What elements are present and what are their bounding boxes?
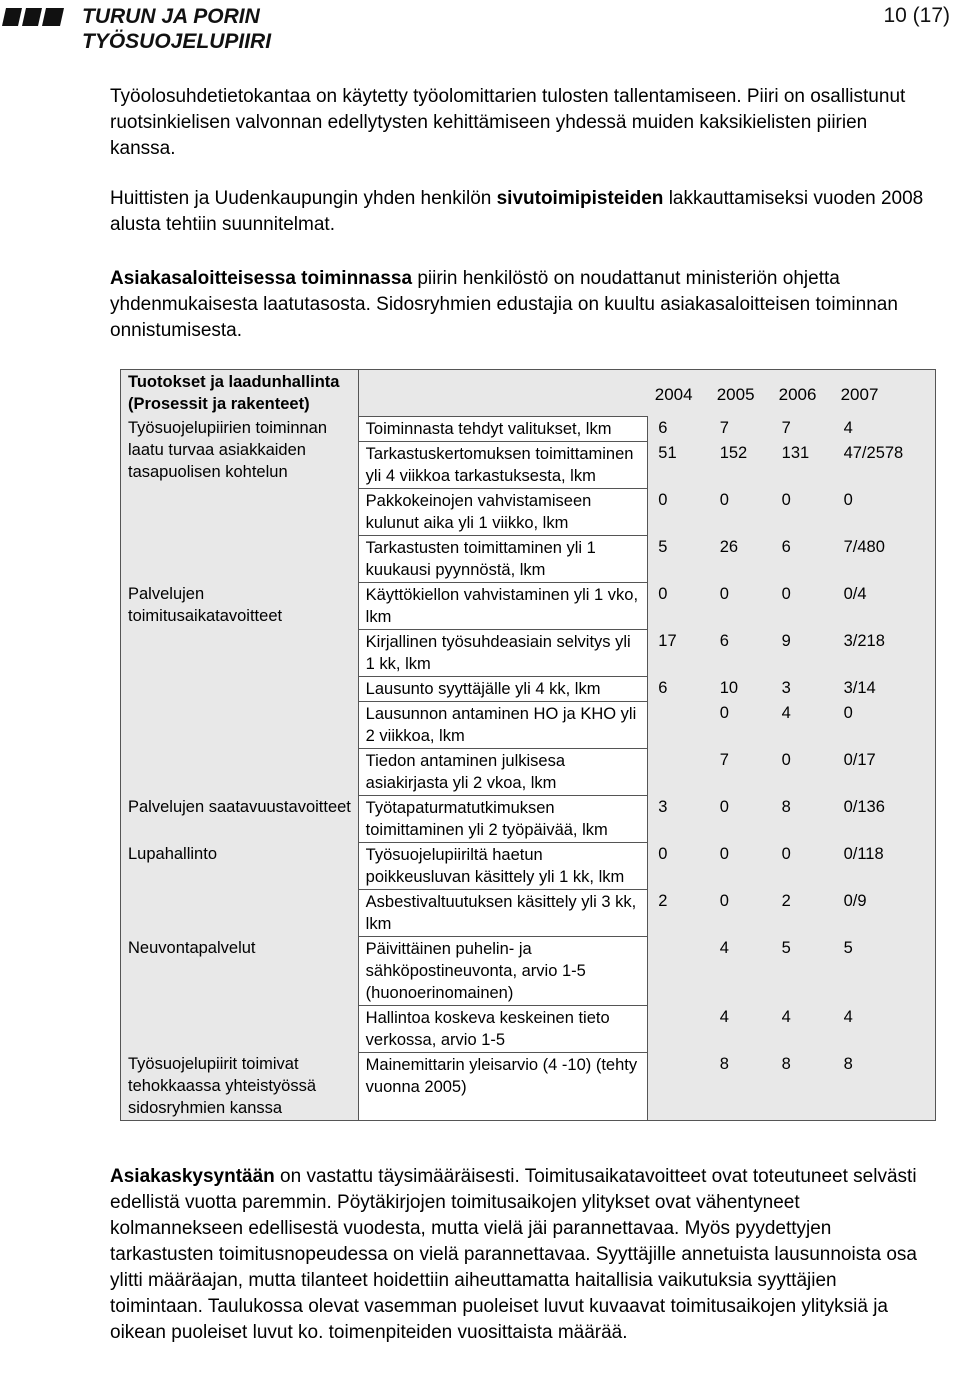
measure-cell: Pakkokeinojen vahvistamiseen kulunut aika yli 1 viikko, lkm (358, 488, 648, 535)
table-row (121, 795, 936, 842)
table-subtitle: (Prosessit ja rakenteet) (128, 395, 310, 413)
measure-cell: Mainemittarin yleisarvio (4 -10) (tehty vuonna 2005) (358, 1052, 648, 1121)
value-cell-2004: 0 (648, 582, 710, 629)
paragraph-database: Työolosuhdetietokantaa on käytetty työolomittarien tulosten tallentamiseen. Piiri on osallistunut ruotsinkielisen valvonnan edellytysten kehittämiseen yhdessä muiden kaksikielisten piirien kanssa. (110, 86, 906, 159)
value-cell-2004: 6 (648, 416, 710, 441)
measure-cell: Asbestivaltuutuksen käsittely yli 3 kk, lkm (358, 889, 648, 936)
value-cell-2007: 0 (834, 701, 936, 748)
value-cell-2004 (648, 1005, 710, 1052)
paragraph-bold-term: Asiakaskysyntään (110, 1166, 275, 1187)
value-cell-2004: 51 (648, 441, 710, 488)
value-cell-2005: 152 (710, 441, 772, 488)
value-cell-2005: 10 (710, 676, 772, 701)
measure-cell: Käyttökiellon vahvistaminen yli 1 vko, lkm (358, 582, 648, 629)
table-row (121, 842, 936, 889)
value-cell-2005: 0 (710, 488, 772, 535)
paragraph-branch-offices (110, 186, 930, 238)
goal-label-cell: Palvelujen toimitusaikatavoitteet (121, 582, 359, 795)
measure-cell: Tarkastuskertomuksen toimittaminen yli 4 viikkoa tarkastuksesta, lkm (358, 441, 648, 488)
paragraph-text: lakkauttamiseksi vuoden 2008 alusta tehtiin suunnitelmat. (110, 188, 924, 235)
value-cell-2007: 4 (834, 416, 936, 441)
goal-label-cell: Työsuojelupiirit toimivat tehokkaassa yhteistyössä sidosryhmien kanssa (121, 1052, 359, 1121)
value-cell-2006: 0 (772, 488, 834, 535)
value-cell-2005: 7 (710, 416, 772, 441)
value-cell-2007: 0 (834, 488, 936, 535)
measure-cell: Työtapaturmatutkimuksen toimittaminen yli 2 työpäivää, lkm (358, 795, 648, 842)
value-cell-2006: 8 (772, 795, 834, 842)
results-table-body (121, 370, 936, 1121)
value-cell-2005: 0 (710, 842, 772, 889)
paragraph-customer-initiated (110, 266, 930, 344)
measure-cell: Hallintoa koskeva keskeinen tieto verkossa, arvio 1-5 (358, 1005, 648, 1052)
paragraph-text: piirin henkilöstö on noudattanut ministeriön ohjetta yhdenmukaisesta laatutasosta. Sidosryhmien edustajia on kuultu asiakasaloitteisen toiminnan onnistumisesta. (110, 268, 898, 341)
goal-label-cell: Lupahallinto (121, 842, 359, 936)
value-cell-2006: 0 (772, 842, 834, 889)
value-cell-2005: 8 (710, 1052, 772, 1121)
paragraph-text: Huittisten ja Uudenkaupungin yhden henkilön (110, 188, 497, 209)
paragraph-customer-demand (110, 1164, 930, 1346)
measure-cell: Tiedon antaminen julkisesa asiakirjasta yli 2 vkoa, lkm (358, 748, 648, 795)
table-row (121, 416, 936, 441)
measure-cell: Työsuojelupiiriltä haetun poikkeusluvan käsittely yli 1 kk, lkm (358, 842, 648, 889)
organization-logo (2, 8, 64, 26)
year-header-2005: 2005 (710, 370, 772, 417)
paragraph-bold-term: sivutoimipisteiden (496, 188, 664, 209)
measure-cell: Tarkastusten toimittaminen yli 1 kuukausi pyynnöstä, lkm (358, 535, 648, 582)
organization-name (82, 4, 271, 54)
value-cell-2005: 0 (710, 701, 772, 748)
value-cell-2004: 0 (648, 842, 710, 889)
value-cell-2006: 0 (772, 748, 834, 795)
organization-name-line2: TYÖSUOJELUPIIRI (82, 30, 272, 53)
value-cell-2005: 4 (710, 936, 772, 1005)
value-cell-2006: 2 (772, 889, 834, 936)
value-cell-2005: 26 (710, 535, 772, 582)
value-cell-2007: 0/4 (834, 582, 936, 629)
table-row (121, 1052, 936, 1121)
value-cell-2007: 0/136 (834, 795, 936, 842)
value-cell-2005: 0 (710, 795, 772, 842)
results-table (120, 369, 936, 1121)
measure-cell: Toiminnasta tehdyt valitukset, lkm (358, 416, 648, 441)
page-number: 10 (17) (883, 4, 950, 27)
value-cell-2007: 7/480 (834, 535, 936, 582)
value-cell-2006: 4 (772, 701, 834, 748)
measure-cell: Kirjallinen työsuhdeasiain selvitys yli 1 kk, lkm (358, 629, 648, 676)
value-cell-2007: 3/14 (834, 676, 936, 701)
year-header-2004: 2004 (648, 370, 710, 417)
value-cell-2007: 8 (834, 1052, 936, 1121)
value-cell-2006: 5 (772, 936, 834, 1005)
value-cell-2004 (648, 748, 710, 795)
value-cell-2006: 4 (772, 1005, 834, 1052)
goal-label-cell: Työsuojelupiirien toiminnan laatu turvaa asiakkaiden tasapuolisen kohtelun (121, 416, 359, 582)
measure-cell: Lausunnon antaminen HO ja KHO yli 2 viikkoa, lkm (358, 701, 648, 748)
value-cell-2004: 6 (648, 676, 710, 701)
table-header-spacer (358, 370, 648, 417)
goal-label-cell: Palvelujen saatavuustavoitteet (121, 795, 359, 842)
value-cell-2006: 131 (772, 441, 834, 488)
table-header-row (121, 370, 936, 417)
value-cell-2005: 4 (710, 1005, 772, 1052)
value-cell-2005: 0 (710, 582, 772, 629)
table-row (121, 936, 936, 1005)
paragraph-text: on vastattu täysimääräisesti. Toimitusaikatavoitteet ovat toteutuneet selvästi edellistä vuotta paremmin. Pöytäkirjojen toimitusaikojen ylitykset ovat vähentyneet kolmannekseen edellisestä vuodesta, mutta vielä jäi parannettavaa. Myös pyydettyjen tarkastusten toimitusnopeudessa on vielä parannettavaa. Syyttäjille annetuista lausunnoista osa ylitti määräajan, mutta tilanteet hoidettiin aiheuttamatta haitallisia vaikutuksia syyttäjien toimintaan. Taulukossa olevat vasemman puoleiset luvut kuvaavat toimitusaikojen ylityksiä ja oikean puoleiset luvut ko. toimenpiteiden vuosittaista määrää. (110, 1166, 917, 1343)
organization-name-line1: TURUN JA PORIN (82, 5, 260, 28)
value-cell-2004: 0 (648, 488, 710, 535)
value-cell-2006: 9 (772, 629, 834, 676)
value-cell-2007: 0/17 (834, 748, 936, 795)
value-cell-2004 (648, 1052, 710, 1121)
measure-cell: Päivittäinen puhelin- ja sähköpostineuvonta, arvio 1-5 (huonoerinomainen) (358, 936, 648, 1005)
paragraph-bold-term: Asiakasaloitteisessa toiminnassa (110, 268, 413, 289)
value-cell-2006: 0 (772, 582, 834, 629)
value-cell-2005: 6 (710, 629, 772, 676)
value-cell-2004 (648, 936, 710, 1005)
table-row (121, 582, 936, 629)
value-cell-2006: 6 (772, 535, 834, 582)
value-cell-2004: 17 (648, 629, 710, 676)
year-header-2006: 2006 (772, 370, 834, 417)
table-title-cell (121, 370, 359, 417)
page-header (0, 0, 960, 60)
value-cell-2006: 7 (772, 416, 834, 441)
value-cell-2007: 47/2578 (834, 441, 936, 488)
value-cell-2007: 0/118 (834, 842, 936, 889)
table-title: Tuotokset ja laadunhallinta (128, 373, 340, 391)
value-cell-2006: 8 (772, 1052, 834, 1121)
value-cell-2006: 3 (772, 676, 834, 701)
value-cell-2005: 0 (710, 889, 772, 936)
value-cell-2004 (648, 701, 710, 748)
value-cell-2007: 5 (834, 936, 936, 1005)
goal-label-cell: Neuvontapalvelut (121, 936, 359, 1052)
value-cell-2007: 0/9 (834, 889, 936, 936)
value-cell-2004: 3 (648, 795, 710, 842)
value-cell-2007: 3/218 (834, 629, 936, 676)
measure-cell: Lausunto syyttäjälle yli 4 kk, lkm (358, 676, 648, 701)
year-header-2007: 2007 (834, 370, 936, 417)
value-cell-2005: 7 (710, 748, 772, 795)
value-cell-2007: 4 (834, 1005, 936, 1052)
value-cell-2004: 2 (648, 889, 710, 936)
value-cell-2004: 5 (648, 535, 710, 582)
